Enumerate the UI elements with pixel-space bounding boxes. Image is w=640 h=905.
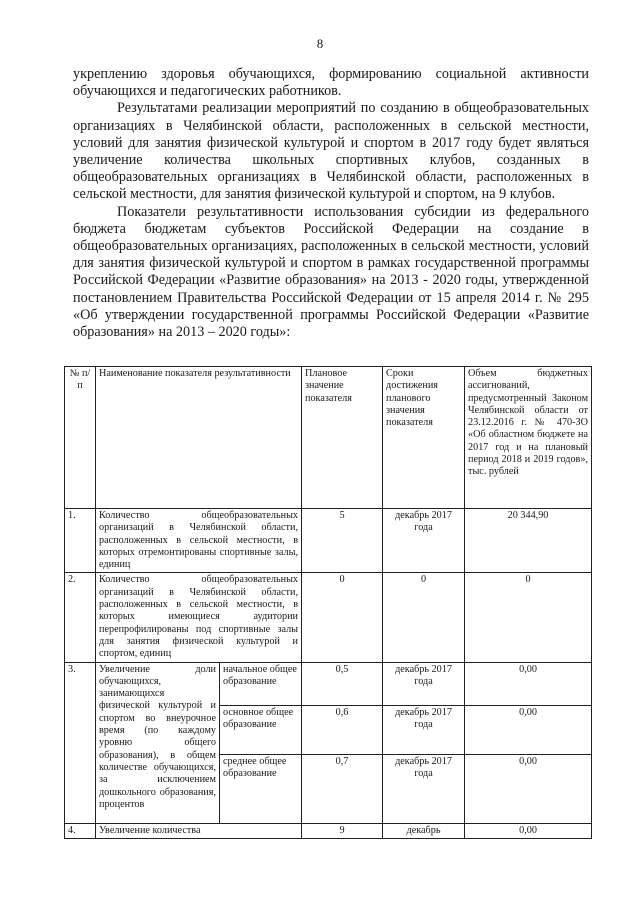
row-name: Увеличение количества xyxy=(96,823,302,838)
paragraph-3: Показатели результативности использования субсидии из федерального бюджета бюджетам субъектов Российской Федерации на создание в общеобразовательных организациях, расположенных в сельской местности, условий для занятия физической культурой и спортом в рамках государственной программы Российской Федерации «Развитие образования» на 2013 - 2020 годы, утвержденной постановлением Правительства Российской Федерации от 15 апреля 2014 г. № 295 «Об утверждении государственной программы Российской Федерации «Развитие образования» на 2013 – 2020 годы»: xyxy=(73,203,589,341)
table-row xyxy=(65,509,592,573)
document-body xyxy=(73,66,589,341)
row-num: 1. xyxy=(65,509,96,573)
row-budget: 20 344,90 xyxy=(465,509,592,573)
row-budget: 0,00 xyxy=(465,823,592,838)
table-row xyxy=(65,823,592,838)
row-deadline: декабрь 2017 года xyxy=(383,662,465,705)
row-budget: 0,00 xyxy=(465,754,592,823)
row-budget: 0,00 xyxy=(465,705,592,754)
row-sub-level: начальное общее образование xyxy=(220,662,302,705)
row-deadline: декабрь 2017 года xyxy=(383,754,465,823)
row-deadline: декабрь 2017 года xyxy=(383,705,465,754)
header-name: Наименование показателя результативности xyxy=(96,367,302,509)
header-num: № п/п xyxy=(65,367,96,509)
row-deadline: 0 xyxy=(383,573,465,662)
row-name: Количество общеобразовательных организаций в Челябинской области, расположенных в сельской местности, в которых отремонтированы спортивные залы, единиц xyxy=(96,509,302,573)
paragraph-1: укреплению здоровья обучающихся, формированию социальной активности обучающихся и педагогических работников. xyxy=(73,66,589,100)
row-budget: 0 xyxy=(465,573,592,662)
table-row xyxy=(65,573,592,662)
row-sub-level: среднее общее образование xyxy=(220,754,302,823)
row-sub-level: основное общее образование xyxy=(220,705,302,754)
row-deadline: декабрь 2017 года xyxy=(383,509,465,573)
header-plan: Плановое значение показателя xyxy=(302,367,383,509)
row-name: Количество общеобразовательных организаций в Челябинской области, расположенных в сельской местности, в которых имеющиеся аудитории перепрофилированы под спортивные залы для занятия физической культурой и спортом, единиц xyxy=(96,573,302,662)
page-number: 8 xyxy=(316,36,324,51)
row-name: Увеличение доли обучающихся, занимающихся физической культурой и спортом во внеурочное время (по каждому уровню общего образования), в общем количестве обучающихся, за исключением дошкольного образования, процентов xyxy=(96,662,220,823)
row-budget: 0,00 xyxy=(465,662,592,705)
row-plan: 0 xyxy=(302,573,383,662)
row-plan: 0,6 xyxy=(302,705,383,754)
header-budget: Объем бюджетных ассигнований, предусмотренный Законом Челябинской области от 23.12.2016 г. № 470-ЗО «Об областном бюджете на 2017 год и на плановый период 2018 и 2019 годов», тыс. рублей xyxy=(465,367,592,509)
row-deadline: декабрь xyxy=(383,823,465,838)
row-plan: 0,5 xyxy=(302,662,383,705)
header-deadline: Сроки достижения планового значения показателя xyxy=(383,367,465,509)
row-plan: 0,7 xyxy=(302,754,383,823)
table-header-row xyxy=(65,367,592,509)
table-row xyxy=(65,662,592,705)
row-plan: 9 xyxy=(302,823,383,838)
indicators-table xyxy=(64,366,592,839)
row-plan: 5 xyxy=(302,509,383,573)
row-num: 2. xyxy=(65,573,96,662)
row-num: 3. xyxy=(65,662,96,823)
paragraph-2: Результатами реализации мероприятий по созданию в общеобразовательных организациях в Челябинской области, расположенных в сельской местности, условий для занятия физической культурой и спортом в 2017 году будет являться увеличение количества школьных спортивных клубов, созданных в общеобразовательных организациях в Челябинской области, расположенных в сельской местности, для занятия физической культурой и спортом, на 9 клубов. xyxy=(73,100,589,203)
row-num: 4. xyxy=(65,823,96,838)
